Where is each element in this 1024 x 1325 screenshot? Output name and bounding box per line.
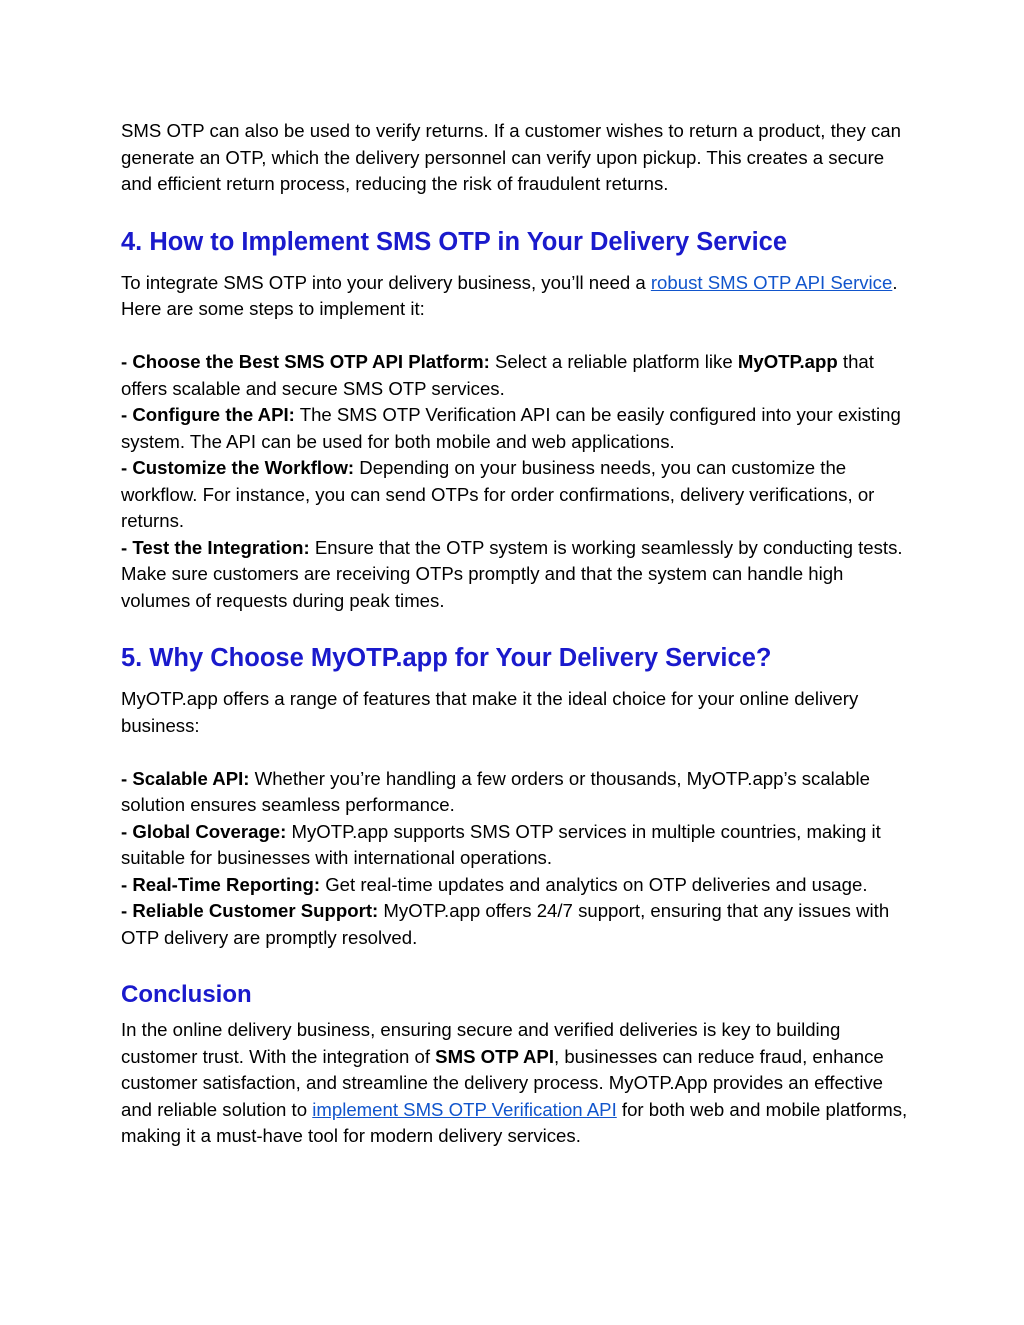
conclusion-text: , businesses can reduce fraud, enhance customer satisfaction, and streamline the delivery process. MyOTP.App provides an effective and reliable solution to (121, 1045, 884, 1120)
step-text: Depending on your business needs, you can customize the workflow. For instance, you can send OTPs for order confirmations, delivery verifications, or returns. (121, 457, 875, 531)
feature-label: - Reliable Customer Support: (121, 900, 379, 921)
section4-intro-before: To integrate SMS OTP into your delivery business, you’ll need a (121, 271, 651, 293)
step-strong: MyOTP.app (737, 351, 838, 372)
step-label: - Choose the Best SMS OTP API Platform: (121, 351, 490, 372)
section5-feature-list (121, 766, 911, 952)
robust-sms-otp-api-link[interactable]: robust SMS OTP API Service (650, 271, 893, 293)
section5-heading: 5. Why Choose MyOTP.app for Your Delivery Service? (121, 644, 772, 672)
intro-paragraph: SMS OTP can also be used to verify returns. If a customer wishes to return a product, they can generate an OTP, which the delivery personnel can verify upon pickup. This creates a secure and efficient return process, reducing the risk of fraudulent returns. (121, 120, 901, 194)
step-label: - Test the Integration: (121, 536, 310, 558)
conclusion-strong: SMS OTP API (435, 1045, 554, 1067)
step-label: - Configure the API: (121, 404, 295, 425)
feature-text: MyOTP.app offers 24/7 support, ensuring that any issues with OTP delivery are promptly resolved. (121, 900, 890, 948)
conclusion-text: for both web and mobile platforms, making it a must-have tool for modern delivery services. (121, 1098, 908, 1146)
feature-label: - Real-Time Reporting: (121, 873, 321, 895)
feature-text: MyOTP.app supports SMS OTP services in multiple countries, making it suitable for businesses with international operations. (121, 820, 881, 868)
step-text: Select a reliable platform like (489, 351, 738, 372)
feature-text: Get real-time updates and analytics on OTP deliveries and usage. (320, 873, 868, 895)
section4-heading: 4. How to Implement SMS OTP in Your Delivery Service (121, 227, 788, 256)
conclusion-heading: Conclusion (121, 981, 252, 1008)
section4-intro (121, 270, 911, 323)
step-label: - Customize the Workflow: (121, 457, 355, 478)
feature-label: - Global Coverage: (121, 820, 287, 842)
conclusion-paragraph (121, 1017, 911, 1150)
step-text: The SMS OTP Verification API can be easily configured into your existing system. The API can be used for both mobile and web applications. (121, 404, 901, 452)
conclusion-text: In the online delivery business, ensuring secure and verified deliveries is key to building customer trust. With the integration of (121, 1019, 841, 1067)
section4-step-list (121, 349, 911, 614)
section4-intro-after: . Here are some steps to implement it: (121, 271, 898, 319)
document-content (121, 118, 911, 1150)
step-text: Ensure that the OTP system is working seamlessly by conducting tests. Make sure customers are receiving OTPs promptly and that the system can handle high volumes of requests during peak times. (121, 536, 903, 611)
feature-label: - Scalable API: (121, 767, 250, 789)
step-text: that offers scalable and secure SMS OTP services. (121, 351, 874, 399)
section5-intro: MyOTP.app offers a range of features that make it the ideal choice for your online delivery business: (121, 688, 859, 736)
feature-text: Whether you’re handling a few orders or thousands, MyOTP.app’s scalable solution ensures seamless performance. (121, 767, 870, 815)
implement-sms-otp-verification-api-link[interactable]: implement SMS OTP Verification API (312, 1098, 617, 1120)
